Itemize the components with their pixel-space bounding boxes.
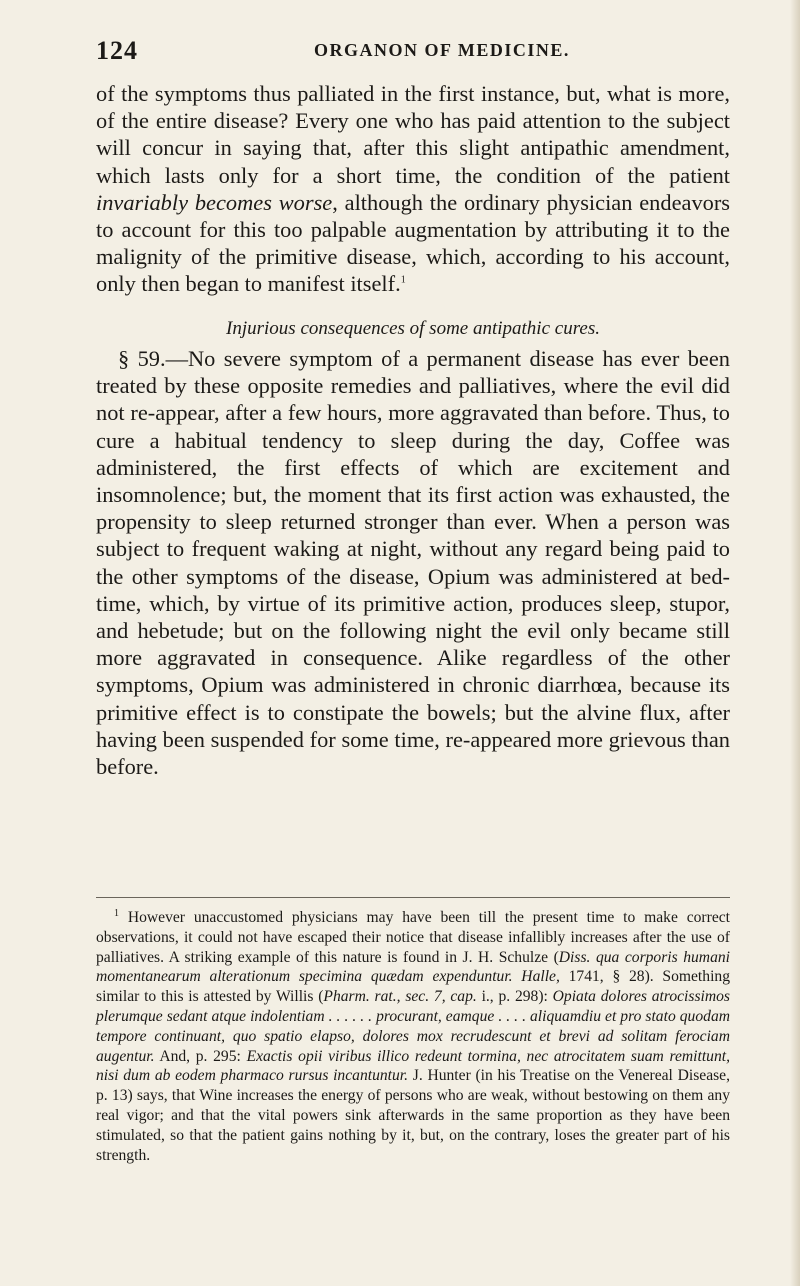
paragraph (96, 80, 730, 298)
page-number: 124 (96, 36, 138, 65)
footnote-divider (96, 897, 730, 898)
page-header (96, 36, 726, 64)
footnote-text: And, p. 295: (154, 1047, 247, 1065)
footnote-reference: 1 (400, 274, 406, 286)
citation-title: Diss. qua corporis humani momentanearum alterationum specimina quædam expenduntur. Halle, (96, 948, 730, 986)
paragraph-text: , although the ordinary physician endeavors to account for this too palpable augmentation by attributing it to the malignity of the primitive disease, which, according to his account, only then began to manifest itself. (96, 189, 730, 297)
section-59 (96, 345, 730, 780)
running-title: ORGANON OF MEDICINE. (314, 40, 570, 60)
opening-paragraph (96, 80, 730, 298)
footnote-marker: 1 (114, 907, 119, 919)
footnote-text: 1741, § 28). Something similar to this is attested by Willis ( (96, 968, 730, 1006)
footnote-text: However unaccustomed physicians may have been till the present time to make correct observations, it could not have escaped their notice that disease infallibly increases after the use of palliatives. A striking example of this nature is found in J. H. Schulze ( (96, 909, 730, 966)
footnote-text: J. Hunter (in his Treatise on the Venereal Disease, p. 13) says, that Wine increases the energy of persons who are weak, without bestowing on them any real vigor; and that the vital powers sink afterwards in the same proportion as they have been stimulated, so that the patient gains nothing by it, but, on the contrary, loses the greater part of his strength. (96, 1067, 730, 1164)
page-edge-shadow (790, 0, 800, 1286)
latin-quotation: Opiata dolores atrocissimos plerumque sedant atque indolentiam . . . . . . procurant, eamque . . . . aliquamdiu et pro stato quodam tempore continuant, quo spatio elapso, dolores mox recrudescunt et brevi ad solitam ferociam augentur. (96, 988, 730, 1065)
citation-title: Pharm. rat., sec. 7, cap. (323, 988, 477, 1006)
paragraph-text: of the symptoms thus palliated in the first instance, but, what is more, of the entire disease? Every one who has paid attention to the subject will concur in saying that, after this slight antipathic amendment, which lasts only for a short time, the condition of the patient (96, 81, 730, 188)
section-paragraph: § 59.—No severe symptom of a permanent disease has ever been treated by these opposite remedies and palliatives, where the evil did not re-appear, after a few hours, more aggravated than before. Thus, to cure a habitual tendency to sleep during the day, Coffee was administered, the first effects of which are excitement and insomnolence; but, the moment that its first action was exhausted, the propensity to sleep returned stronger than ever. When a person was subject to frequent waking at night, without any regard being paid to the other symptoms of the disease, Opium was administered at bed-time, which, by virtue of its primitive action, produces sleep, stupor, and hebetude; but on the following night the evil only became still more aggravated in consequence. Alike regardless of the other symptoms, Opium was administered in chronic diarrhœa, because its primitive effect is to constipate the bowels; but the alvine flux, after having been suspended for some time, re-appeared more grievous than before. (96, 346, 730, 780)
footnote-paragraph (96, 908, 730, 1165)
footnote (96, 908, 730, 1165)
footnote-text: i., p. 298): (476, 988, 553, 1006)
section-heading: Injurious consequences of some antipathic cures. (226, 318, 600, 339)
latin-quotation: Exactis opii viribus illico redeunt tormina, nec atrocitatem suam remittunt, nisi dum ab eodem pharmaco rursus incantuntur. (96, 1047, 730, 1085)
emphasized-text: invariably becomes worse (96, 189, 333, 215)
